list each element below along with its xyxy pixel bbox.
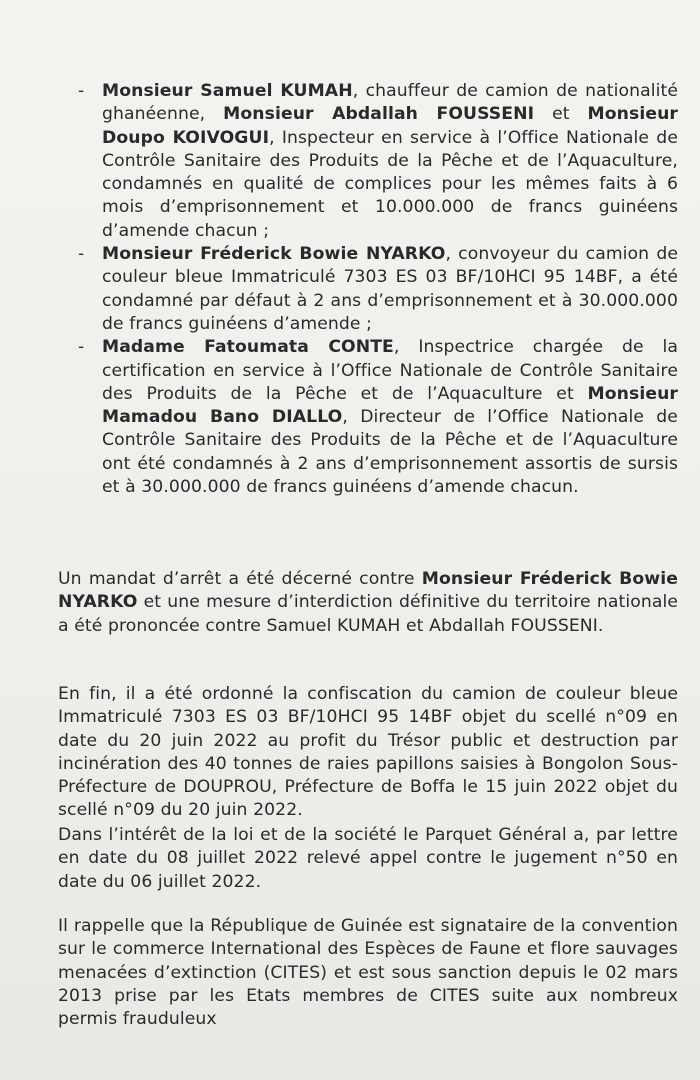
defendant-name: Monsieur Fréderick Bowie NYARKO: [102, 244, 446, 265]
paragraph-confiscation: En fin, il a été ordonné la confiscation du camion de couleur bleue Immatriculé 7303 ES 03 BF/10HCI 95 14BF objet du scellé n°09 en date du 20 juin 2022 au profit du Trésor public et destruction par incinération des 40 tonnes de raies papillons saisies à Bongolon Sous-Préfecture de DOUPROU, Préfecture de Boffa le 15 juin 2022 objet du scellé n°09 du 20 juin 2022.: [58, 684, 678, 821]
list-item: [78, 336, 678, 499]
list-text: , Directeur de l’Office Nationale de Contrôle Sanitaire des Produits de la Pêche et de l’Aquaculture ont été condamnés à 2 ans d’emprisonnement assortis de sursis et à 30.000.000 de francs guinéens d’amende chacun.: [102, 407, 678, 498]
convictions-list: [78, 80, 678, 499]
list-text: , Inspecteur en service à l’Office Nationale de Contrôle Sanitaire des Produits de la Pêche et de l’Aquaculture, condamnés en qualité de complices pour les mêmes faits à 6 mois d’emprisonnement et 10.000.000 de francs guinéens d’amende chacun ;: [102, 127, 678, 241]
list-dash: -: [78, 81, 85, 101]
defendant-name: Monsieur Samuel KUMAH: [102, 81, 353, 101]
list-dash: -: [78, 337, 85, 358]
defendant-name: Madame Fatoumata CONTE: [102, 337, 394, 358]
list-text: , convoyeur du camion de couleur bleue Immatriculé 7303 ES 03 BF/10HCI 95 14BF, a été condamné par défaut à 2 ans d’emprisonnement et à 30.000.000 de francs guinéens d’amende ;: [102, 244, 679, 334]
paragraph-text: et une mesure d’interdiction définitive du territoire nationale a été prononcée contre Samuel KUMAH et Abdallah FOUSSENI.: [58, 592, 678, 636]
paragraph-mandat: [58, 568, 678, 638]
list-item: [78, 243, 678, 336]
list-text: , Inspectrice chargée de la certification en service à l’Office Nationale de Contrôle Sanitaire des Produits de la Pêche et de l’Aquaculture et: [102, 337, 679, 404]
defendant-name: Monsieur Doupo KOIVOGUI: [102, 104, 678, 148]
list-item: [78, 80, 678, 243]
defendant-name: Monsieur Abdallah FOUSSENI: [223, 104, 535, 125]
defendant-name: Monsieur Fréderick Bowie NYARKO: [58, 569, 678, 613]
paragraph-text: Un mandat d’arrêt a été décerné contre: [58, 569, 422, 589]
paragraph-appel: Dans l’intérêt de la loi et de la société le Parquet Général a, par lettre en date du 08 juillet 2022 relevé appel contre le jugement n°50 en date du 06 juillet 2022.: [58, 825, 678, 892]
list-text: et: [534, 104, 588, 125]
list-dash: -: [78, 244, 85, 265]
defendant-name: Monsieur Mamadou Bano DIALLO: [102, 383, 678, 428]
paragraph-cites: Il rappelle que la République de Guinée est signataire de la convention sur le commerce International des Espèces de Faune et flore sauvages menacées d’extinction (CITES) et est sous sanction depuis le 02 mars 2013 prise par les Etats membres de CITES suite aux nombreux permis frauduleux: [58, 916, 678, 1030]
list-text: , chauffeur de camion de nationalité ghanéenne,: [102, 81, 678, 125]
